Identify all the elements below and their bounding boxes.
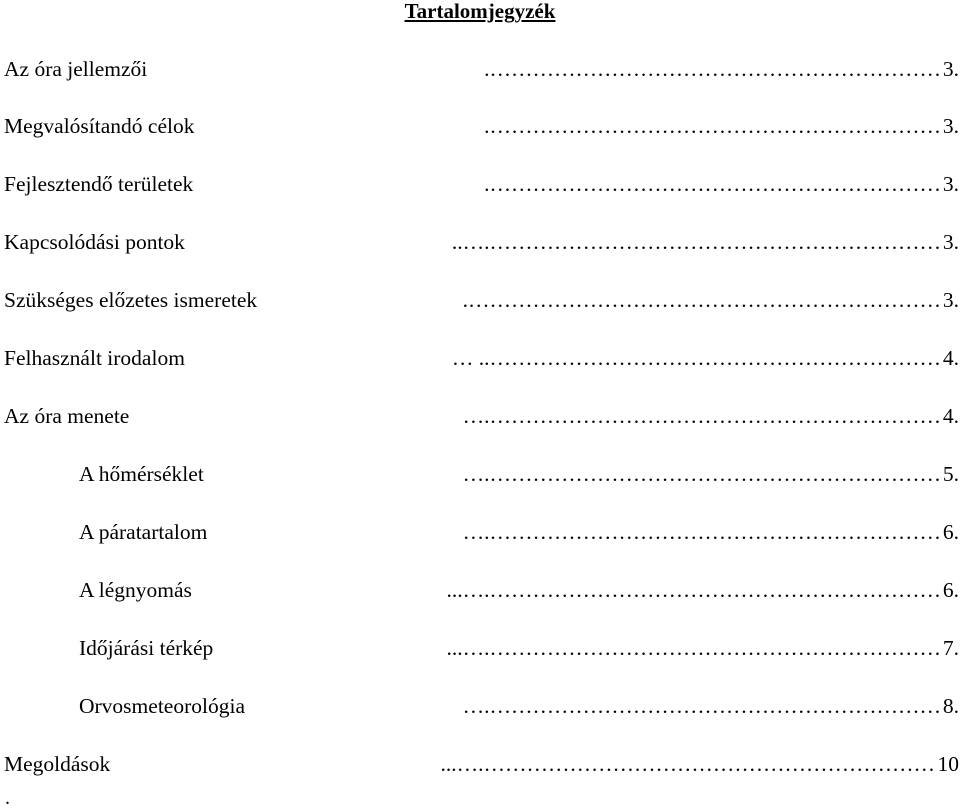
toc-entry-leader: ………………………………………………………. xyxy=(484,57,941,81)
toc-entry-label: Megoldások xyxy=(4,752,111,776)
toc-entry-label: Időjárási térkép xyxy=(79,636,214,660)
toc-entry[interactable] xyxy=(4,57,959,81)
toc-entry-label: Fejlesztendő területek xyxy=(4,172,194,196)
toc-entry-label: Felhasznált irodalom xyxy=(4,346,185,370)
toc-entry[interactable] xyxy=(79,462,959,486)
toc-entry-label: A páratartalom xyxy=(79,520,208,544)
toc-entry-label: Szükséges előzetes ismeretek xyxy=(4,288,258,312)
toc-entry-page: 3. xyxy=(942,230,959,254)
toc-entry[interactable] xyxy=(79,520,959,544)
toc-entry-label: A légnyomás xyxy=(79,578,192,602)
toc-entry-label: Kapcsolódási pontok xyxy=(4,230,185,254)
toc-entry[interactable] xyxy=(79,578,959,602)
toc-entry-leader: ………………………………………………………. xyxy=(484,114,941,138)
toc-entry-leader: ………………………………………………………. xyxy=(484,172,941,196)
toc-entry-leader: ……………………………………………………….…... xyxy=(446,636,941,660)
toc-entry[interactable] xyxy=(79,694,959,718)
toc-entry[interactable] xyxy=(4,288,959,312)
toc-entry-page: 3. xyxy=(942,288,959,312)
toc-entry-page: 4. xyxy=(942,404,959,428)
toc-entry-leader: …………………………………………………………. xyxy=(462,288,941,312)
toc-entry-label: Orvosmeteorológia xyxy=(79,694,245,718)
toc-entry[interactable] xyxy=(4,404,959,428)
trailing-dot: . xyxy=(5,787,10,809)
toc-entry-leader: ……………………………………………………….….. xyxy=(451,230,941,254)
toc-entry-page: 3. xyxy=(942,57,959,81)
toc-entry-page: 3. xyxy=(942,114,959,138)
toc-entry-leader: ……………………………………………………….… xyxy=(462,694,941,718)
toc-entry[interactable] xyxy=(79,636,959,660)
toc-entry-leader: ……………………………………………………….…... xyxy=(446,578,941,602)
toc-title: Tartalomjegyzék xyxy=(404,0,556,23)
toc-entry-leader: ……………………………………………………….. … xyxy=(451,346,941,370)
toc-entry-label: Az óra jellemzői xyxy=(4,57,148,81)
toc-entry[interactable] xyxy=(4,172,959,196)
toc-entry[interactable] xyxy=(4,752,959,776)
toc-entry-leader: ……………………………………………………….… xyxy=(462,462,941,486)
toc-entry-label: A hőmérséklet xyxy=(79,462,204,486)
toc-entry-leader: ……………………………………………………….… xyxy=(462,404,941,428)
toc-entry[interactable] xyxy=(4,230,959,254)
toc-entry-page: 3. xyxy=(942,172,959,196)
toc-entry-page: 10 xyxy=(937,752,959,776)
toc-entry-page: 7. xyxy=(942,636,959,660)
toc-entry-leader: ……………………………………………………….… xyxy=(462,520,941,544)
toc-entry-leader: ……………………………………………………….…... xyxy=(440,752,935,776)
toc-entry-page: 8. xyxy=(942,694,959,718)
toc-entry-page: 6. xyxy=(942,520,959,544)
toc-entry-label: Megvalósítandó célok xyxy=(4,114,195,138)
toc-entry[interactable] xyxy=(4,114,959,138)
toc-entry-page: 6. xyxy=(942,578,959,602)
toc-entry-label: Az óra menete xyxy=(4,404,130,428)
toc-entry-page: 5. xyxy=(942,462,959,486)
toc-entry[interactable] xyxy=(4,346,959,370)
toc-entry-page: 4. xyxy=(942,346,959,370)
